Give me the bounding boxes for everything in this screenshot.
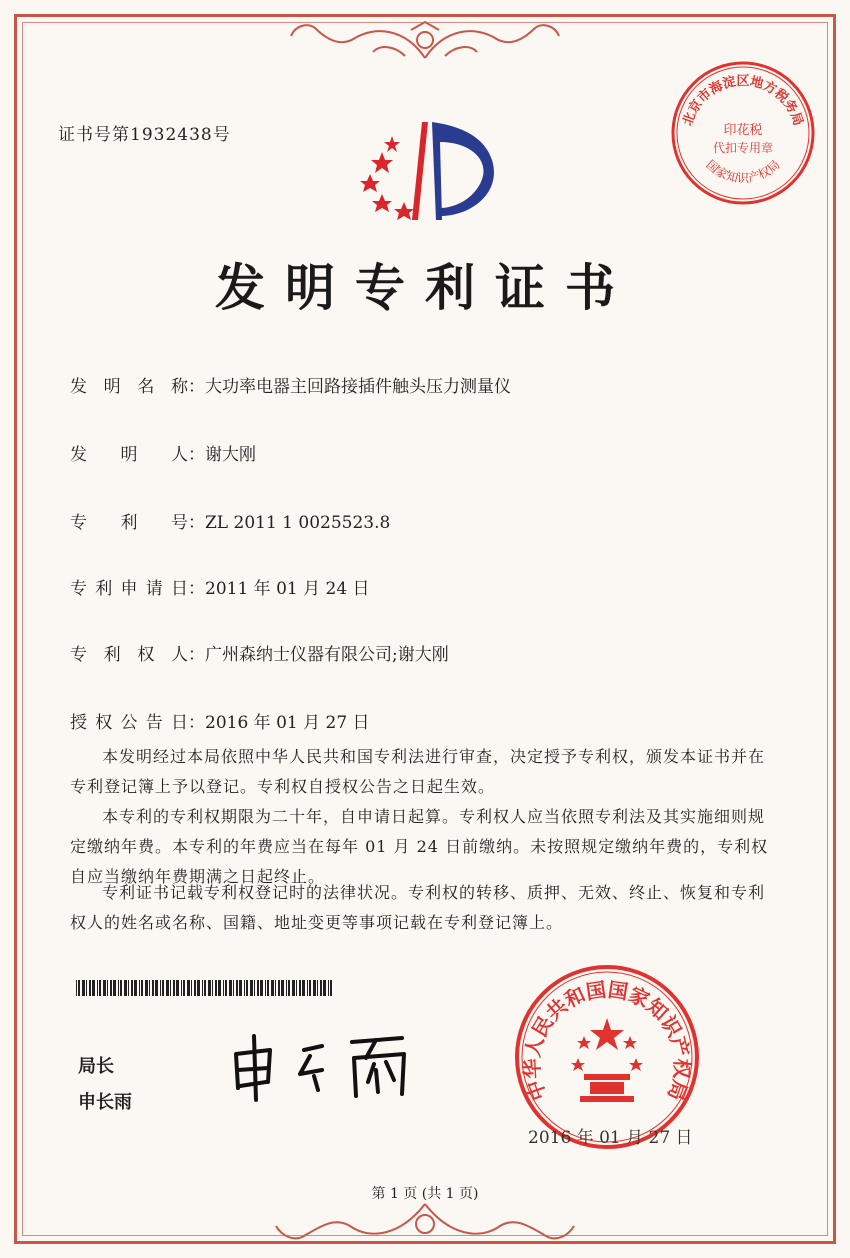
bottom-ornament-icon (270, 1196, 580, 1246)
field-patentee (70, 640, 449, 665)
field-colon: ： (188, 377, 205, 397)
field-grant-date (70, 708, 370, 733)
field-label: 发 明 人 (70, 445, 188, 465)
field-label: 专利申请日 (70, 579, 188, 599)
svg-text:国家知识产权局 (703, 157, 782, 185)
field-value: 2016 年 01 月 27 日 (205, 713, 370, 733)
signatory-title: 局长 (78, 1056, 114, 1077)
field-colon: ： (188, 645, 205, 665)
field-application-date (70, 574, 370, 599)
tax-stamp-icon (668, 58, 818, 208)
certificate-title: 发明专利证书 (215, 259, 635, 317)
barcode-icon (76, 980, 336, 996)
field-invention-name (70, 372, 511, 397)
tax-stamp-center-line1: 印花税 (723, 123, 763, 138)
tax-stamp-ring-text: 北京市海淀区地方税务局 (680, 74, 806, 128)
field-value: 广州森纳士仪器有限公司;谢大刚 (205, 645, 449, 665)
field-colon: ： (188, 513, 205, 533)
svg-text:北京市海淀区地方税务局 (680, 73, 805, 128)
field-label: 发 明 名 称 (70, 377, 188, 397)
patent-office-emblem-icon (352, 112, 504, 224)
tax-stamp-center-line2: 代扣专用章 (712, 141, 774, 155)
seal-date: 2016 年 01 月 27 日 (528, 1128, 693, 1148)
field-colon: ： (188, 713, 205, 733)
field-label: 授权公告日 (70, 713, 188, 733)
body-paragraph: 专利证书记载专利权登记时的法律状况。专利权的转移、质押、无效、终止、恢复和专利权人的姓名或名称、国籍、地址变更等事项记载在专利登记簿上。 (70, 883, 766, 932)
field-colon: ： (188, 445, 205, 465)
page-number: 第 1 页 (共 1 页) (371, 1186, 479, 1202)
handwritten-signature-icon (226, 1030, 426, 1102)
field-value: 大功率电器主回路接插件触头压力测量仪 (205, 377, 511, 397)
body-paragraph: 本专利的专利权期限为二十年，自申请日起算。专利权人应当依照专利法及其实施细则规定缴纳年费。本专利的年费应当在每年 01 月 24 日前缴纳。未按照规定缴纳年费的，专利权自应当缴纳年费期满之日起终止。 (70, 807, 769, 886)
body-paragraph: 本发明经过本局依照中华人民共和国专利法进行审查，决定授予专利权，颁发本证书并在专利登记簿上予以登记。专利权自授权公告之日起生效。 (70, 747, 766, 796)
field-value: 谢大刚 (205, 445, 256, 465)
field-label: 专 利 号 (70, 513, 188, 533)
tax-stamp-bottom-text: 国家知识产权局 (703, 157, 783, 186)
field-inventor (70, 440, 256, 465)
field-value: ZL 2011 1 0025523.8 (205, 513, 391, 533)
top-ornament-icon (285, 18, 565, 64)
field-patent-number (70, 508, 390, 533)
field-colon: ： (188, 579, 205, 599)
certificate-number: 证书号第1932438号 (58, 125, 231, 145)
field-label: 专 利 权 人 (70, 645, 188, 665)
signatory-name: 申长雨 (78, 1092, 132, 1113)
seal-ring-text: 中华人民共和国国家知识产权局 (519, 977, 695, 1104)
field-value: 2011 年 01 月 24 日 (205, 579, 370, 599)
